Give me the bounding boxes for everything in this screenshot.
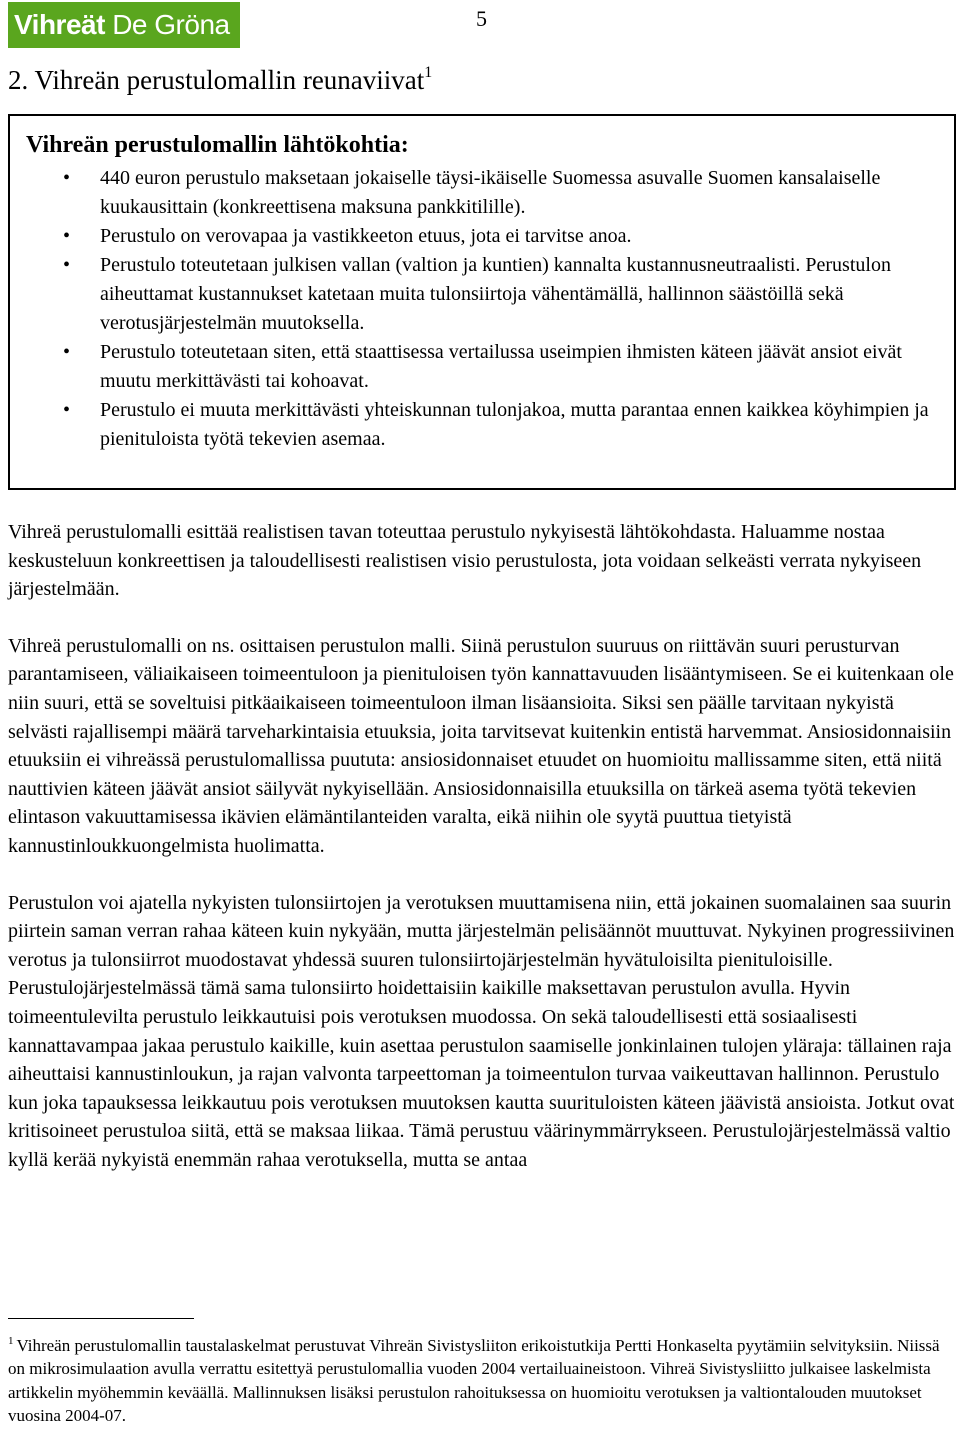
bullet-icon: • [63,399,71,421]
footnote-reference: 1 [424,64,433,81]
footnote-divider [8,1318,194,1319]
paragraph: Perustulon voi ajatella nykyisten tulonsiirtojen ja verotuksen muuttamisena niin, että jokainen suomalainen saa suurin piirtein saman verran rahaa käteen kuin nykyään, mutta järjestelmän pelisäännöt muuttuvat. Nykyinen progressiivinen verotus ja tulonsiirrot muodostavat yhdessä suuren tulonsiirtojärjestelmän hyvätuloisilta pienituloisille. Perustulojärjestelmässä tämä sama tulonsiirto hoidettaisiin kaikille maksettavan perustulon avulla. Hyvin toimeentulevilta perustulo leikkautuisi pois verotuksen muodossa. On sekä taloudellisesti että sosiaalisesti kannattavampaa jakaa perustulo kaikille, kuin asettaa perustulon saamiselle jonkinlainen tulojen yläraja: tällainen raja aiheuttaisi kannustinloukun, ja rajan valvonta tarpeettoman ja toimeentulon turvaa vaikeuttavan hallinnon. Perustulo kun joka tapauksessa leikkautuu pois verotuksen muutoksen kautta suurituloisten käteen jäävistä ansioista. Jotkut ovat kritisoineet perustuloa siitä, että se maksaa liikaa. Tämä perustuu väärinymmärrykseen. Perustulojärjestelmässä valtio kyllä kerää nykyistä enemmän rahaa verotuksella, mutta se antaa [8,891,955,1171]
list-item-text: Perustulo ei muuta merkittävästi yhteiskunnan tulonjakoa, mutta parantaa ennen kaikkea köyhimpien ja pienituloista työtä tekevien asemaa. [100,399,929,450]
paragraph: Vihreä perustulomalli on ns. osittaisen perustulon malli. Siinä perustulon suuruus on riittävän suuri perusturvan parantamiseen, väliaikaiseen toimeentuloon ja pienituloisen työn kannattavuuden lisääntymiseen. Se ei kuitenkaan ole niin suuri, että se soveltuisi pitkäaikaiseen toimeentuloon ilman lisäansioita. Siksi sen päälle tarvitaan nykyistä selvästi rajallisempi määrä tarveharkintaisia etuuksia, joita tarvitsevat kuitenkin entistä harvemmat. Ansiosidonnaisiin etuuksiin ei vihreässä perustulomallissa puututa: ansiosidonnaiset etuudet on huomioitu mallissamme siten, että niitä nauttivien käteen jäävät ansiot säilyvät nykyisellään. Ansiosidonnaisilla etuuksilla on tärkeä asema työtä tekevien elintason vakuuttamisessa ikävien elämäntilanteiden varalta, eikä niihin ole syytä puuttua tietyistä kannustinloukkuongelmista huolimatta. [8,634,954,857]
principles-list [10,164,954,454]
list-item [10,222,954,251]
logo-text-primary: Vihreät [14,9,105,40]
bullet-icon: • [63,167,71,189]
list-item-text: 440 euron perustulo maksetaan jokaiselle täysi-ikäiselle Suomessa asuvalle Suomen kansalaiselle kuukausittain (konkreettisena maksuna pankkitilille). [100,167,881,218]
section-heading [8,62,432,98]
page-number: 5 [476,6,487,31]
footnote-marker: 1 [8,1335,14,1347]
list-item [10,164,954,222]
footnote-text: Vihreän perustulomallin taustalaskelmat perustuvat Vihreän Sivistysliiton erikoistutkija Pertti Honkaselta pyytämiin selvityksiin. Niissä on mikrosimulaation avulla verrattu esitettyä perustulomallia vuoden 2004 vertailuaineistoon. Vihreä Sivistysliitto julkaisee laskelmista artikkelin myöhemmin keväällä. Mallinnuksen lisäksi perustulon rahoituksessa on huomioitu verotuksen ja valtiontalouden muutokset vuosina 2004-07. [8,1336,940,1425]
bullet-icon: • [63,341,71,363]
paragraph: Vihreä perustulomalli esittää realistisen tavan toteuttaa perustulo nykyisestä lähtökohdasta. Haluamme nostaa keskusteluun konkreettisen ja taloudellisesti realistisen visio perustulosta, jota voidaan selkeästi verrata nykyiseen järjestelmään. [8,521,922,601]
list-item [10,251,954,338]
list-item-text: Perustulo toteutetaan siten, että staattisessa vertailussa useimpien ihmisten käteen jäävät ansiot eivät muutu merkittävästi tai kohoavat. [100,341,902,392]
principles-box-title: Vihreän perustulomallin lähtökohtia: [26,132,409,158]
list-item [10,338,954,396]
section-heading-text: 2. Vihreän perustulomallin reunaviivat [8,65,425,95]
principles-box [8,114,956,490]
footnote [8,1334,956,1427]
bullet-icon: • [63,225,71,247]
body-text [8,518,956,1174]
list-item-text: Perustulo toteutetaan julkisen vallan (valtion ja kuntien) kannalta kustannusneutraalisti. Perustulon aiheuttamat kustannukset katetaan muita tulonsiirtoja vähentämällä, hallinnon säästöillä sekä verotusjärjestelmän muutoksella. [100,254,891,334]
list-item-text: Perustulo on verovapaa ja vastikkeeton etuus, jota ei tarvitse anoa. [100,225,632,247]
party-logo [8,2,240,48]
bullet-icon: • [63,254,71,276]
logo-text-secondary: De Gröna [112,9,230,40]
list-item [10,396,954,454]
